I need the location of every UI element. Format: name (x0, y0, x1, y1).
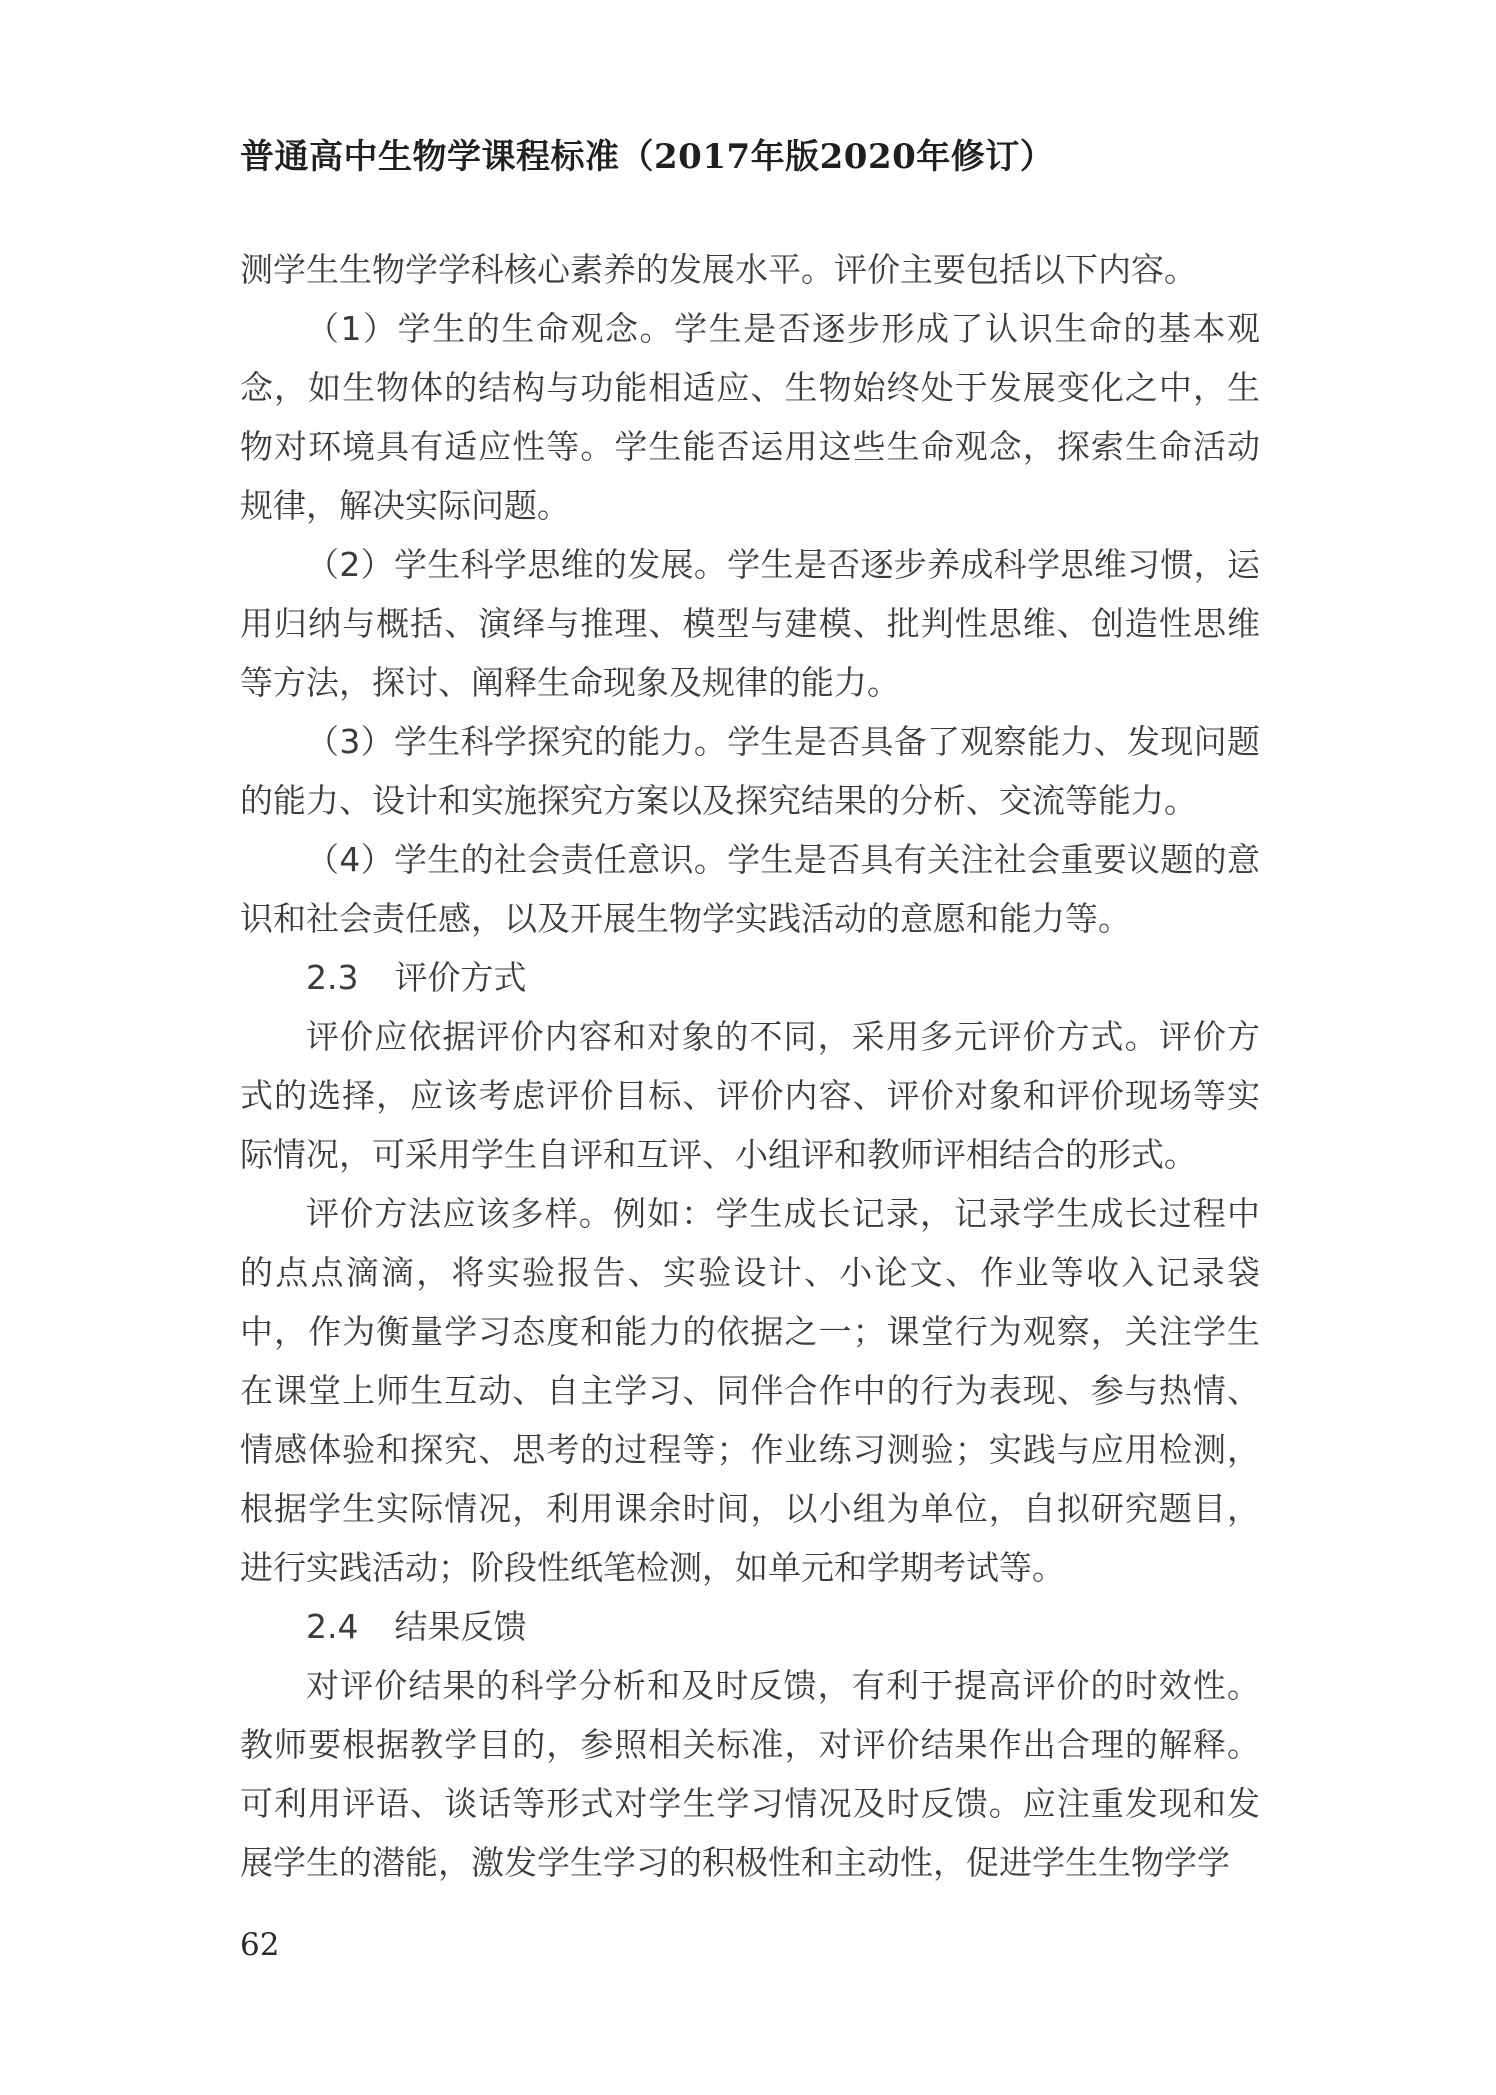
paragraph-life-concept: （1）学生的生命观念。学生是否逐步形成了认识生命的基本观念，如生物体的结构与功能相适应、生物始终处于发展变化之中，生物对环境具有适应性等。学生能否运用这些生命观念，探索生命活动规律，解决实际问题。 (240, 309, 1260, 525)
paragraph-social-responsibility: （4）学生的社会责任意识。学生是否具有关注社会重要议题的意识和社会责任感，以及开展生物学实践活动的意愿和能力等。 (240, 840, 1260, 938)
section-number: 2.4 (306, 1607, 359, 1646)
section-title: 结果反馈 (394, 1607, 527, 1646)
page-number: 62 (240, 1927, 280, 1963)
section-number: 2.3 (306, 958, 359, 997)
section-heading-2-3 (240, 948, 1260, 1007)
running-header: 普通高中生物学课程标准（2017年版2020年修订） (240, 137, 1055, 177)
paragraph-result-feedback: 对评价结果的科学分析和及时反馈，有利于提高评价的时效性。教师要根据教学目的，参照相关标准，对评价结果作出合理的解释。可利用评语、谈话等形式对学生学习情况及时反馈。应注重发现和发展学生的潜能，激发学生学习的积极性和主动性，促进学生生物学学 (240, 1666, 1260, 1882)
paragraph-evaluation-diversity: 评价方法应该多样。例如：学生成长记录，记录学生成长过程中的点点滴滴，将实验报告、实验设计、小论文、作业等收入记录袋中，作为衡量学习态度和能力的依据之一；课堂行为观察，关注学生在课堂上师生互动、自主学习、同伴合作中的行为表现、参与热情、情感体验和探究、思考的过程等；作业练习测验；实践与应用检测，根据学生实际情况，利用课余时间，以小组为单位，自拟研究题目，进行实践活动；阶段性纸笔检测，如单元和学期考试等。 (240, 1194, 1260, 1587)
body-text (240, 240, 1260, 1892)
section-heading-2-4 (240, 1597, 1260, 1656)
paragraph-scientific-thinking: （2）学生科学思维的发展。学生是否逐步养成科学思维习惯，运用归纳与概括、演绎与推理、模型与建模、批判性思维、创造性思维等方法，探讨、阐释生命现象及规律的能力。 (240, 545, 1260, 702)
section-title: 评价方式 (394, 958, 527, 997)
paragraph-scientific-inquiry: （3）学生科学探究的能力。学生是否具备了观察能力、发现问题的能力、设计和实施探究方案以及探究结果的分析、交流等能力。 (240, 722, 1260, 820)
paragraph-evaluation-method: 评价应依据评价内容和对象的不同，采用多元评价方式。评价方式的选择，应该考虑评价目标、评价内容、评价对象和评价现场等实际情况，可采用学生自评和互评、小组评和教师评相结合的形式。 (240, 1017, 1260, 1174)
paragraph-continuation: 测学生生物学学科核心素养的发展水平。评价主要包括以下内容。 (240, 250, 1197, 289)
